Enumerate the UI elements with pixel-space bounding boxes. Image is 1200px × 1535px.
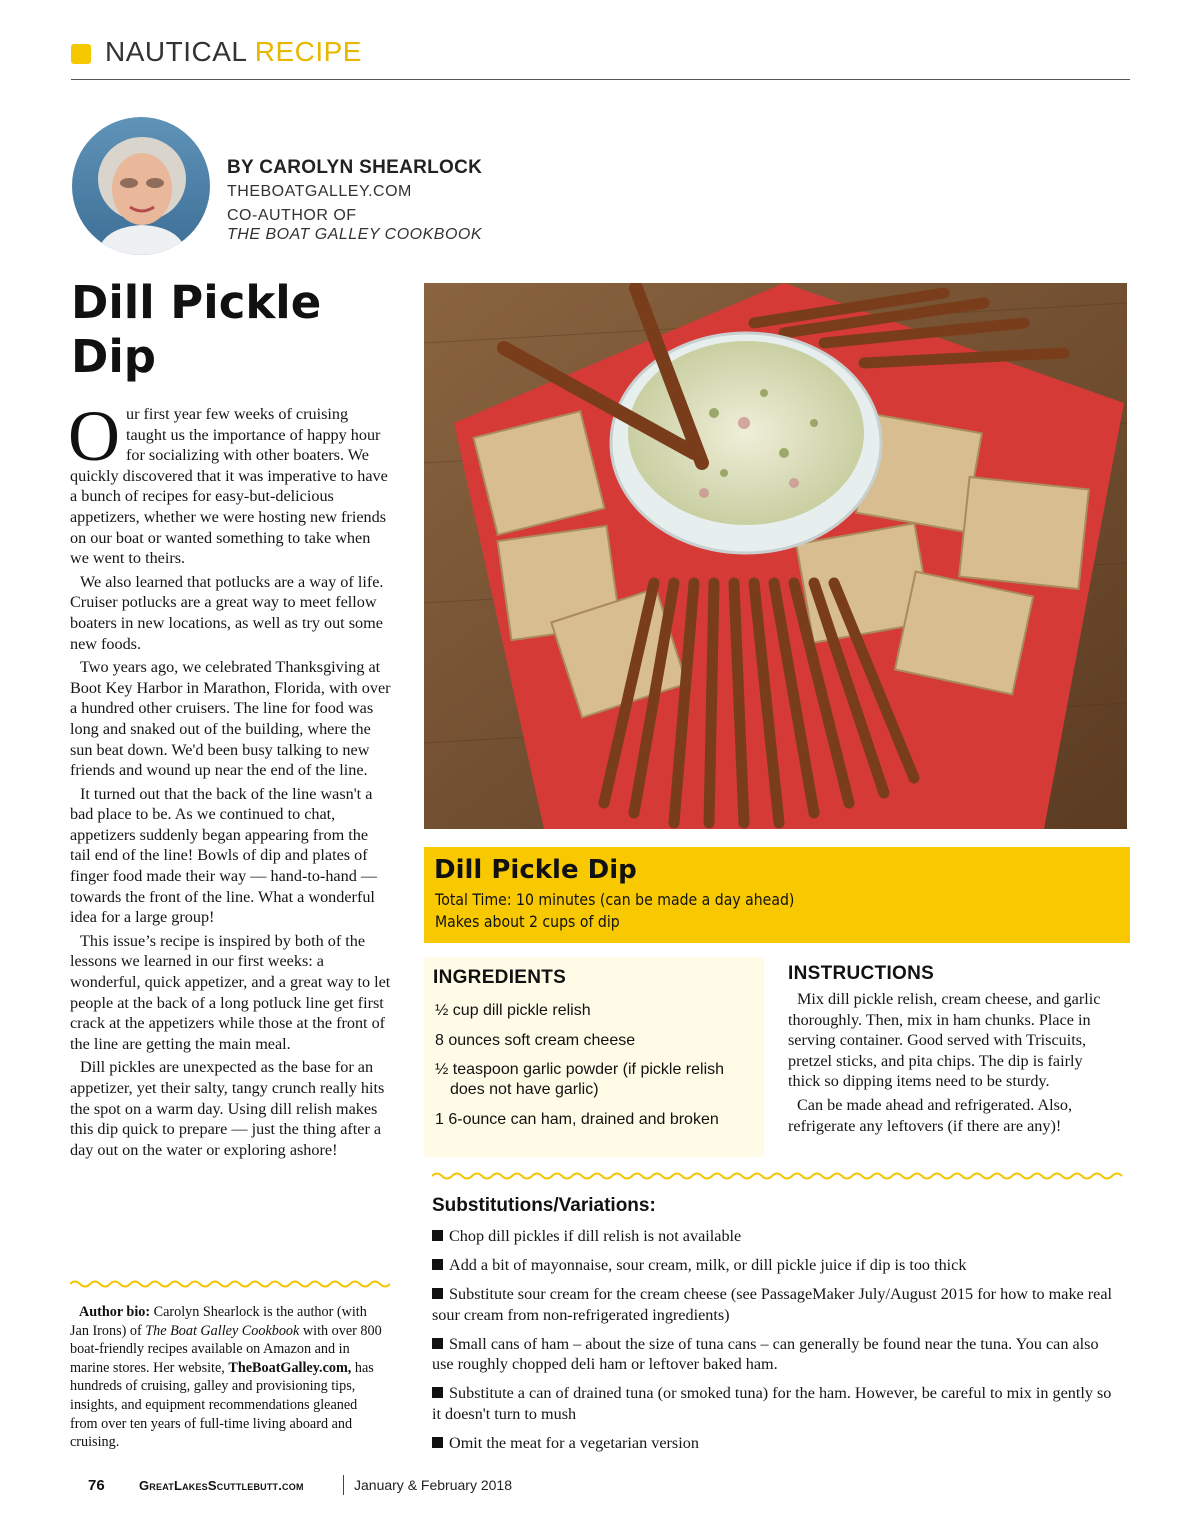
article-paragraph: This issue’s recipe is inspired by both of the lessons we learned in our first weeks: a wonderful, quick appetizer, and a great way to let people at the back of a long potluck line get first crack at the appetizers while those at the front of the line are getting the main meal. — [70, 931, 391, 1053]
ingredient-item: 8 ounces soft cream cheese — [435, 1031, 636, 1049]
author-bio: Author bio: Carolyn Shearlock is the author (with Jan Irons) of The Boat Galley Cookbook with over 800 boat-friendly recipes available on Amazon and in marine stores. Her website, TheBoatGalley.com, has hundreds of cruising, galley and provisioning tips, insights, and equipment recommendations gleaned from over ten years of full-time living aboard and cruising. — [70, 1304, 382, 1451]
author-coauthor-label: CO-AUTHOR OF — [227, 207, 357, 224]
ingredient-item: ½ teaspoon garlic powder (if pickle relish does not have garlic) — [435, 1061, 725, 1098]
square-bullet-icon — [432, 1288, 443, 1299]
square-bullet-icon — [432, 1387, 443, 1398]
substitutions-heading: Substitutions/Variations: — [432, 1195, 656, 1216]
section-label-accent: RECIPE — [254, 36, 362, 67]
author-byline: BY CAROLYN SHEARLOCK — [227, 157, 483, 178]
instructions-body — [788, 989, 1118, 1139]
substitutions-list — [432, 1226, 1122, 1462]
wavy-divider — [70, 1278, 390, 1290]
recipe-yield: Makes about 2 cups of dip — [435, 912, 620, 931]
square-bullet-icon — [432, 1230, 443, 1241]
substitution-item: Omit the meat for a vegetarian version — [432, 1433, 1122, 1454]
recipe-title: Dill Pickle Dip — [434, 855, 637, 885]
header-rule — [71, 79, 1130, 80]
ingredients-heading: INGREDIENTS — [433, 967, 567, 988]
author-book-title: THE BOAT GALLEY COOKBOOK — [227, 226, 483, 243]
ingredients-box — [424, 957, 764, 1157]
article-paragraph: Dill pickles are unexpected as the base for an appetizer, yet their salty, tangy crunch really hits the spot on a warm day. Using dill relish makes this dip quick to prepare — just the thing after a day out on the water or exploring ashore! — [70, 1058, 385, 1159]
ingredients-list — [435, 1001, 755, 1139]
page-number: 76 — [88, 1477, 105, 1494]
ingredient-item: ½ cup dill pickle relish — [435, 1002, 591, 1019]
author-website: THEBOATGALLEY.COM — [227, 183, 412, 200]
recipe-header-bar — [424, 847, 1130, 943]
instruction-paragraph: Can be made ahead and refrigerated. Also, refrigerate any leftovers (if there are any)! — [788, 1095, 1073, 1135]
article-paragraph: It turned out that the back of the line wasn't a bad place to be. As we continued to chat, appetizers suddenly began appearing from the tail end of the line! Bowls of dip and plates of finger food made their way — hand-to-hand — towards the front of the line. What a wonderful idea for a large group! — [70, 784, 378, 927]
wavy-divider — [432, 1170, 1130, 1182]
square-bullet-icon — [432, 1437, 443, 1448]
substitution-item: Substitute sour cream for the cream cheese (see PassageMaker July/August 2015 for how to make real sour cream from non-refrigerated ingredients) — [432, 1284, 1113, 1324]
footer-divider — [343, 1475, 344, 1495]
ingredient-item: 1 6-ounce can ham, drained and broken — [435, 1110, 719, 1128]
square-bullet-icon — [432, 1338, 443, 1349]
recipe-photo — [424, 283, 1127, 829]
publication-name: GreatLakesScuttlebutt.com — [139, 1478, 304, 1493]
recipe-total-time: Total Time: 10 minutes (can be made a day ahead) — [435, 890, 795, 909]
substitution-item: Add a bit of mayonnaise, sour cream, milk, or dill pickle juice if dip is too thick — [432, 1255, 1122, 1276]
instruction-paragraph: Mix dill pickle relish, cream cheese, and garlic thoroughly. Then, mix in ham chunks. Place in serving container. Good served with Triscuits, pretzel sticks, and pita chips. The dip is fairly thick so dipping items need to be sturdy. — [788, 990, 1101, 1091]
section-header — [105, 36, 362, 68]
substitution-item: Substitute a can of drained tuna (or smoked tuna) for the ham. However, be careful to mix in gently so it doesn't turn to mush — [432, 1384, 1112, 1423]
issue-date: January & February 2018 — [354, 1477, 512, 1493]
section-marker-icon — [71, 44, 91, 64]
instructions-heading: INSTRUCTIONS — [788, 963, 935, 984]
article-body — [68, 396, 392, 1163]
article-paragraph: Two years ago, we celebrated Thanksgiving at Boot Key Harbor in Marathon, Florida, with over a hundred other cruisers. The line for food was long and snaked out of the building, where the sun beat down. We'd been busy talking to new friends and wound up near the end of the line. — [70, 658, 391, 780]
drop-cap: O — [68, 396, 120, 476]
author-photo — [72, 117, 210, 255]
section-label: NAUTICAL — [105, 36, 255, 67]
article-title: Dill Pickle Dip — [71, 276, 322, 383]
article-paragraph: Our first year few weeks of cruising taught us the importance of happy hour for socializing with other boaters. We quickly discovered that it was imperative to have a bunch of recipes for easy-but-delicious appetizers, whether we were hosting new friends on our boat or wanted something to take when we went to theirs. — [68, 396, 388, 568]
article-paragraph: We also learned that potlucks are a way of life. Cruiser potlucks are a great way to meet fellow boaters in new locations, as well as try out some new foods. — [70, 572, 384, 653]
substitution-item: Chop dill pickles if dill relish is not available — [432, 1226, 1122, 1247]
substitution-item: Small cans of ham – about the size of tuna cans – can generally be found near the tuna. You can also use roughly chopped deli ham or leftover baked ham. — [432, 1334, 1099, 1374]
square-bullet-icon — [432, 1259, 443, 1270]
